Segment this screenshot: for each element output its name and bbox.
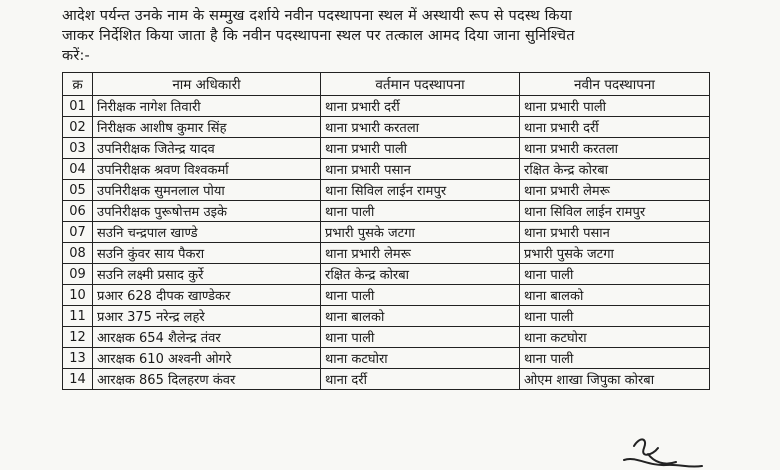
cell-serial: 13 (63, 348, 93, 369)
cell-current-posting: थाना प्रभारी पाली (321, 138, 520, 159)
cell-current-posting: रक्षित केन्द्र कोरबा (321, 264, 520, 285)
cell-new-posting: थाना प्रभारी दर्री (520, 117, 710, 138)
cell-current-posting: थाना कटघोरा (321, 348, 520, 369)
cell-officer-name: आरक्षक 610 अश्वनी ओगरे (93, 348, 321, 369)
cell-officer-name: उपनिरीक्षक श्रवण विश्वकर्मा (93, 159, 321, 180)
cell-new-posting: थाना प्रभारी पाली (520, 96, 710, 117)
cell-current-posting: थाना पाली (321, 201, 520, 222)
cell-new-posting: ओएम शाखा जिपुका कोरबा (520, 369, 710, 390)
cell-officer-name: सउनि लक्ष्मी प्रसाद कुर्रे (93, 264, 321, 285)
table-row (63, 348, 710, 369)
table-row (63, 369, 710, 390)
cell-officer-name: उपनिरीक्षक जितेन्द्र यादव (93, 138, 321, 159)
cell-officer-name: सउनि कुंवर साय पैकरा (93, 243, 321, 264)
cell-new-posting: थाना सिविल लाईन रामपुर (520, 201, 710, 222)
cell-serial: 12 (63, 327, 93, 348)
header-officer-name: नाम अधिकारी (93, 73, 321, 96)
table-row (63, 306, 710, 327)
intro-line-1: आदेश पर्यन्त उनके नाम के सम्मुख दर्शाये नवीन पदस्थापना स्थल में अस्थायी रूप से पदस्थ किया (62, 8, 573, 24)
cell-officer-name: प्रआर 628 दीपक खाण्डेकर (93, 285, 321, 306)
cell-officer-name: प्रआर 375 नरेन्द्र लहरे (93, 306, 321, 327)
cell-new-posting: थाना बालको (520, 285, 710, 306)
cell-officer-name: उपनिरीक्षक पुरूषोत्तम उइके (93, 201, 321, 222)
cell-current-posting: थाना सिविल लाईन रामपुर (321, 180, 520, 201)
cell-serial: 11 (63, 306, 93, 327)
table-row (63, 180, 710, 201)
cell-officer-name: सउनि चन्द्रपाल खाण्डे (93, 222, 321, 243)
table-row (63, 327, 710, 348)
cell-current-posting: थाना पाली (321, 285, 520, 306)
header-current-posting: वर्तमान पदस्थापना (321, 73, 520, 96)
cell-officer-name: उपनिरीक्षक सुमनलाल पोया (93, 180, 321, 201)
cell-new-posting: थाना पाली (520, 348, 710, 369)
cell-officer-name: निरीक्षक आशीष कुमार सिंह (93, 117, 321, 138)
cell-new-posting: थाना पाली (520, 264, 710, 285)
cell-new-posting: थाना प्रभारी करतला (520, 138, 710, 159)
table-row (63, 285, 710, 306)
cell-serial: 03 (63, 138, 93, 159)
intro-line-2: जाकर निर्देशित किया जाता है कि नवीन पदस्थापना स्थल पर तत्काल आमद दिया जाना सुनिश्चित (62, 28, 575, 44)
cell-current-posting: थाना दर्री (321, 369, 520, 390)
table-body (63, 96, 710, 390)
cell-officer-name: आरक्षक 865 दिलहरण कंवर (93, 369, 321, 390)
cell-new-posting: प्रभारी पुसके जटगा (520, 243, 710, 264)
cell-new-posting: रक्षित केन्द्र कोरबा (520, 159, 710, 180)
cell-current-posting: प्रभारी पुसके जटगा (321, 222, 520, 243)
table-row (63, 117, 710, 138)
cell-officer-name: आरक्षक 654 शैलेन्द्र तंवर (93, 327, 321, 348)
table-row (63, 222, 710, 243)
header-new-posting: नवीन पदस्थापना (520, 73, 710, 96)
cell-current-posting: थाना पाली (321, 327, 520, 348)
cell-serial: 05 (63, 180, 93, 201)
cell-current-posting: थाना प्रभारी करतला (321, 117, 520, 138)
cell-current-posting: थाना प्रभारी पसान (321, 159, 520, 180)
cell-serial: 06 (63, 201, 93, 222)
cell-current-posting: थाना प्रभारी दर्री (321, 96, 520, 117)
cell-serial: 04 (63, 159, 93, 180)
cell-new-posting: थाना प्रभारी पसान (520, 222, 710, 243)
cell-new-posting: थाना पाली (520, 306, 710, 327)
cell-serial: 01 (63, 96, 93, 117)
cell-serial: 14 (63, 369, 93, 390)
cell-serial: 08 (63, 243, 93, 264)
cell-serial: 10 (63, 285, 93, 306)
cell-serial: 09 (63, 264, 93, 285)
cell-new-posting: थाना कटघोरा (520, 327, 710, 348)
table-header-row (63, 73, 710, 96)
intro-paragraph (62, 6, 742, 66)
cell-serial: 02 (63, 117, 93, 138)
header-serial: क्र (63, 73, 93, 96)
cell-new-posting: थाना प्रभारी लेमरू (520, 180, 710, 201)
table-row (63, 138, 710, 159)
table-row (63, 159, 710, 180)
table-row (63, 201, 710, 222)
transfer-table (62, 72, 710, 390)
table-row (63, 243, 710, 264)
cell-officer-name: निरीक्षक नागेश तिवारी (93, 96, 321, 117)
cell-current-posting: थाना प्रभारी लेमरू (321, 243, 520, 264)
cell-serial: 07 (63, 222, 93, 243)
cell-current-posting: थाना बालको (321, 306, 520, 327)
signature (618, 432, 728, 470)
intro-line-3: करें:- (62, 48, 90, 64)
table-row (63, 264, 710, 285)
table-row (63, 96, 710, 117)
